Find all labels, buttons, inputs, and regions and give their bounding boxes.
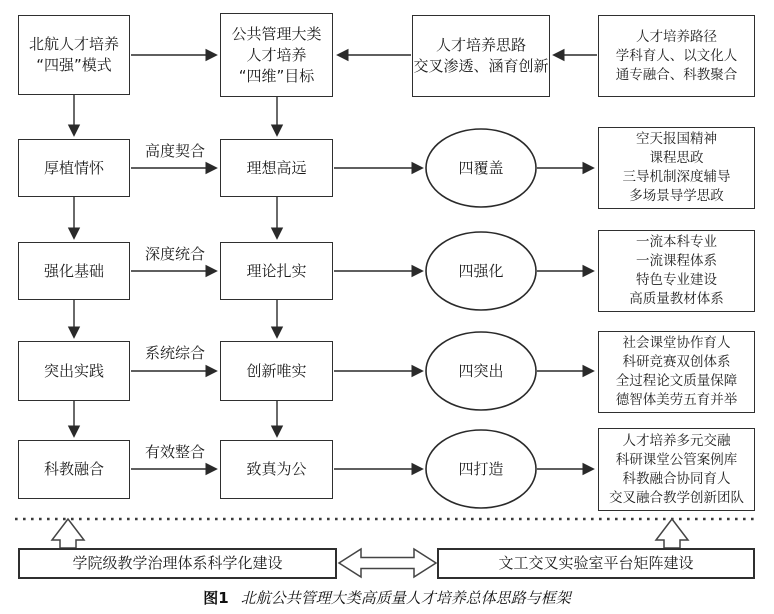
middle-box-row-3 [220, 440, 333, 499]
ellipse-label-row-2: 四突出 [458, 362, 504, 380]
right-box-row-0-line1: 空天报国精神 [636, 131, 717, 147]
middle-box-row-2 [220, 341, 333, 401]
right-box-row-0 [598, 127, 755, 209]
right-box-row-1 [598, 230, 755, 312]
figure-caption-text: 北航公共管理大类高质量人才培养总体思路与框架 [240, 589, 571, 607]
box-training-path-line3: 通专融合、科教聚合 [615, 66, 738, 83]
middle-box-row-0-label: 理想高远 [246, 158, 307, 177]
right-box-row-2 [598, 331, 755, 413]
left-box-row-2 [18, 341, 130, 401]
hollow-up-arrow-right [656, 519, 688, 548]
ellipse-label-row-1: 四强化 [458, 262, 504, 280]
right-box-row-3-line3: 科教融合协同育人 [622, 470, 731, 487]
right-box-row-2-line3: 全过程论文质量保障 [615, 373, 738, 389]
left-box-row-3-label: 科教融合 [43, 460, 104, 478]
box-beihang-mode-line2: “四强”模式 [36, 56, 112, 74]
right-box-row-1-line3: 特色专业建设 [636, 272, 717, 288]
link-label-row-0: 高度契合 [144, 142, 205, 160]
left-box-row-1 [18, 242, 130, 300]
middle-box-row-0 [220, 139, 333, 197]
box-beihang-mode [18, 15, 130, 95]
left-box-row-0-label: 厚植情怀 [43, 158, 104, 177]
left-box-row-3 [18, 440, 130, 499]
left-box-row-0 [18, 139, 130, 197]
figure-caption-number: 图1 [203, 589, 229, 607]
box-training-path [598, 15, 755, 97]
link-label-row-1: 深度统合 [144, 245, 205, 263]
bottom-left-box-label: 学院级教学治理体系科学化建设 [72, 554, 283, 572]
box-beihang-mode-line1: 北航人才培养 [28, 35, 119, 53]
box-four-dim-goal-line2: 人才培养 [246, 45, 307, 64]
box-training-idea-line2: 交叉渗透、涵育创新 [413, 57, 549, 75]
box-training-idea [412, 15, 550, 97]
figure-caption [0, 587, 774, 608]
bottom-right-box [437, 548, 755, 579]
middle-box-row-1 [220, 242, 333, 300]
link-label-row-3: 有效整合 [144, 443, 205, 461]
right-box-row-0-line4: 多场景导学思政 [629, 188, 724, 204]
right-box-row-0-line2: 课程思政 [649, 150, 704, 166]
link-label-row-2: 系统综合 [144, 344, 205, 362]
right-box-row-0-line3: 三导机制深度辅导 [622, 169, 731, 185]
right-box-row-2-line1: 社会课堂协作育人 [622, 335, 731, 351]
box-training-path-line2: 学科育人、以文化人 [615, 47, 738, 64]
right-box-row-3-line4: 交叉融合教学创新团队 [609, 489, 744, 506]
middle-box-row-2-label: 创新唯实 [246, 361, 307, 380]
box-training-path-line1: 人才培养路径 [636, 28, 717, 45]
box-four-dim-goal-line3: “四维”目标 [238, 66, 315, 85]
box-four-dim-goal-line1: 公共管理大类 [231, 24, 322, 43]
box-four-dim-goal [220, 13, 333, 97]
right-box-row-2-line2: 科研竞赛双创体系 [622, 354, 731, 370]
box-training-idea-line1: 人才培养思路 [435, 36, 526, 54]
left-box-row-2-label: 突出实践 [43, 361, 104, 380]
middle-box-row-3-label: 致真为公 [246, 460, 307, 478]
right-box-row-3 [598, 428, 755, 511]
bottom-right-box-label: 文工交叉实验室平台矩阵建设 [498, 554, 694, 572]
hollow-up-arrow-left [52, 519, 84, 548]
right-box-row-1-line1: 一流本科专业 [636, 234, 717, 250]
right-box-row-2-line4: 德智体美劳五育并举 [615, 392, 738, 408]
hollow-double-arrow [339, 549, 436, 577]
middle-box-row-1-label: 理论扎实 [246, 261, 307, 280]
ellipse-label-row-0: 四覆盖 [458, 159, 504, 177]
right-box-row-1-line4: 高质量教材体系 [629, 291, 724, 307]
bottom-left-box [18, 548, 337, 579]
ellipse-label-row-3: 四打造 [458, 460, 504, 478]
right-box-row-3-line2: 科研课堂公管案例库 [615, 451, 738, 468]
right-box-row-3-line1: 人才培养多元交融 [622, 432, 731, 449]
left-box-row-1-label: 强化基础 [43, 261, 104, 280]
right-box-row-1-line2: 一流课程体系 [636, 253, 717, 269]
